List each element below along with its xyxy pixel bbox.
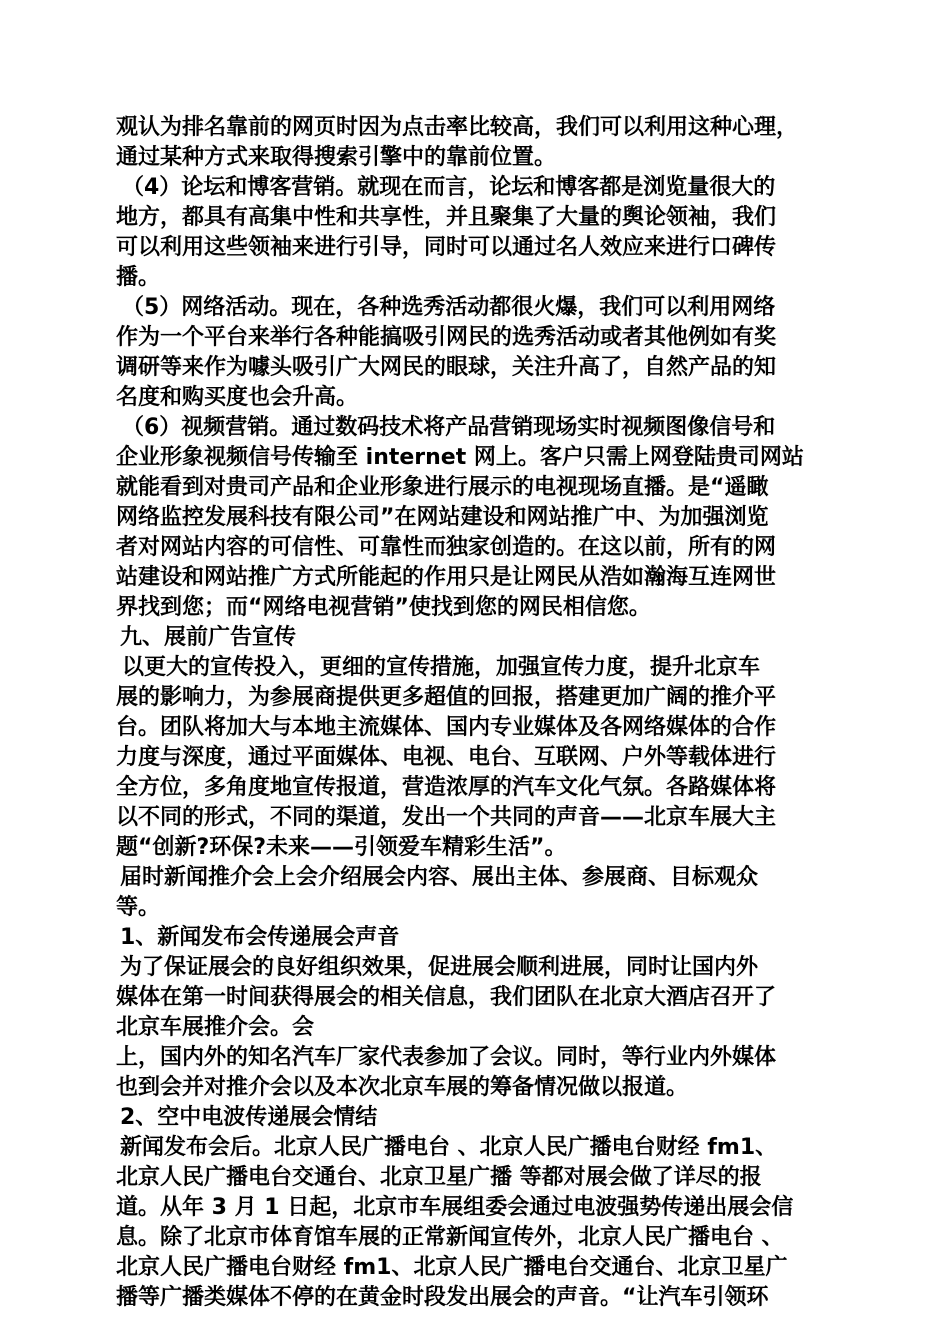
text-line: （6）视频营销。通过数码技术将产品营销现场实时视频图像信号和 — [122, 415, 776, 440]
text-line: 名度和购买度也会升高。 — [116, 385, 359, 410]
text-line: 以不同的形式，不同的渠道，发出一个共同的声音——北京车展大主 — [116, 805, 777, 830]
text-line: 媒体在第一时间获得展会的相关信息，我们团队在北京大酒店召开了 — [116, 985, 777, 1010]
text-line: 北京人民广播电台交通台、北京卫星广播 等都对展会做了详尽的报 — [116, 1165, 762, 1190]
text-line: 播等广播类媒体不停的在黄金时段发出展会的声音。“让汽车引领环 — [116, 1285, 769, 1310]
text-line: 等。 — [116, 895, 161, 920]
text-line: 届时新闻推介会上会介绍展会内容、展出主体、参展商、目标观众 — [120, 865, 759, 890]
text-line: 站建设和网站推广方式所能起的作用只是让网民从浩如瀚海互连网世 — [116, 565, 777, 590]
text-line: 企业形象视频信号传输至 internet 网上。客户只需上网登陆贵司网站 — [116, 445, 804, 470]
text-line: 者对网站内容的可信性、可靠性而独家创造的。在这以前，所有的网 — [116, 535, 777, 560]
text-line: 力度与深度，通过平面媒体、电视、电台、互联网、户外等载体进行 — [116, 745, 777, 770]
text-line: 北京人民广播电台财经 fm1、北京人民广播电台交通台、北京卫星广 — [116, 1255, 788, 1280]
text-line: 以更大的宣传投入，更细的宣传措施，加强宣传力度，提升北京车 — [122, 655, 761, 680]
section-heading: 九、展前广告宣传 — [120, 625, 297, 650]
text-line: 全方位，多角度地宣传报道，营造浓厚的汽车文化气氛。各路媒体将 — [116, 775, 777, 800]
text-line: 北京车展推介会。会 — [116, 1015, 315, 1040]
text-line: 可以利用这些领袖来进行引导，同时可以通过名人效应来进行口碑传 — [116, 235, 777, 260]
text-line: 地方，都具有高集中性和共享性，并且聚集了大量的舆论领袖，我们 — [116, 205, 777, 230]
text-line: 也到会并对推介会以及本次北京车展的筹备情况做以报道。 — [116, 1075, 689, 1100]
text-line: 就能看到对贵司产品和企业形象进行展示的电视现场直播。是“遥瞰 — [116, 475, 769, 500]
text-line: 作为一个平台来举行各种能搞吸引网民的选秀活动或者其他例如有奖 — [116, 325, 777, 350]
text-line: 调研等来作为噱头吸引广大网民的眼球，关注升高了，自然产品的知 — [116, 355, 777, 380]
text-line: 道。从年 3 月 1 日起，北京市车展组委会通过电波强势传递出展会信 — [116, 1195, 794, 1220]
text-line: 题“创新?环保?未来——引领爱车精彩生活”。 — [116, 835, 567, 860]
subsection-heading: 2、空中电波传递展会情结 — [120, 1105, 378, 1130]
text-line: 新闻发布会后。北京人民广播电台 、北京人民广播电台财经 fm1、 — [120, 1135, 778, 1160]
text-line: 上，国内外的知名汽车厂家代表参加了会议。同时，等行业内外媒体 — [116, 1045, 777, 1070]
subsection-heading: 1、新闻发布会传递展会声音 — [120, 925, 400, 950]
text-line: 为了保证展会的良好组织效果，促进展会顺利进展，同时让国内外 — [120, 955, 759, 980]
text-line: 网络监控发展科技有限公司”在网站建设和网站推广中、为加强浏览 — [116, 505, 769, 530]
text-line: 息。除了北京市体育馆车展的正常新闻宣传外，北京人民广播电台 、 — [116, 1225, 784, 1250]
text-line: 播。 — [116, 265, 161, 290]
text-line: 通过某种方式来取得搜索引擎中的靠前位置。 — [116, 145, 557, 170]
text-line: （4）论坛和博客营销。就现在而言，论坛和博客都是浏览量很大的 — [122, 175, 776, 200]
document-body — [116, 113, 846, 1313]
text-line: 界找到您；而“网络电视营销”使找到您的网民相信您。 — [116, 595, 651, 620]
text-line: （5）网络活动。现在，各种选秀活动都很火爆，我们可以利用网络 — [122, 295, 776, 320]
text-line: 展的影响力，为参展商提供更多超值的回报，搭建更加广阔的推介平 — [116, 685, 777, 710]
text-line: 观认为排名靠前的网页时因为点击率比较高，我们可以利用这种心理， — [116, 115, 799, 140]
text-line: 台。团队将加大与本地主流媒体、国内专业媒体及各网络媒体的合作 — [116, 715, 777, 740]
